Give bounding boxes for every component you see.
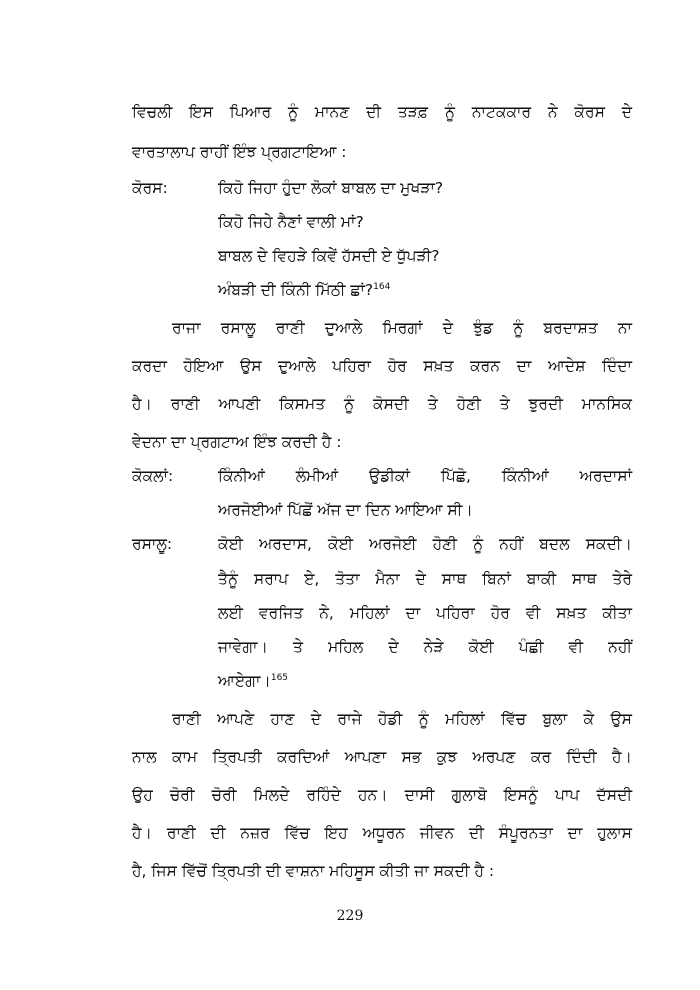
paragraph-line: ਹੈ। ਰਾਣੀ ਦੀ ਨਜ਼ਰ ਵਿੱਚ ਇਹ ਅਧੂਰਨ ਜੀਵਨ ਦੀ ਸੰਪੂਰਨਤਾ ਦਾ ਹੁਲਾਸ [132, 824, 632, 842]
dialogue-line: ਅਰਜੋਈਆਂ ਪਿੱਛੋਂ ਅੱਜ ਦਾ ਦਿਨ ਆਇਆ ਸੀ। [218, 501, 473, 519]
dialogue-line: ਕਿੰਨੀਆਂ ਲੰਮੀਆਂ ਉਡੀਕਾਂ ਪਿੱਛੋ, ਕਿੰਨੀਆਂ ਅਰਦਾਸਾਂ [218, 467, 632, 485]
paragraph-line: ਰਾਜਾ ਰਸਾਲੂ ਰਾਣੀ ਦੁਆਲੇ ਮਿਰਗਾਂ ਦੇ ਝੁੰਡ ਨੂੰ ਬਰਦਾਸ਼ਤ ਨਾ [172, 319, 632, 337]
verse-line: ਕਿਹੋ ਜਿਹਾ ਹੁੰਦਾ ਲੋਕਾਂ ਬਾਬਲ ਦਾ ਮੁਖੜਾ? [218, 179, 444, 197]
footnote-marker: 165 [270, 672, 289, 683]
verse-line: ਕਿਹੋ ਜਿਹੇ ਨੈਣਾਂ ਵਾਲੀ ਮਾਂ? [218, 213, 364, 231]
dialogue-line: ਜਾਵੇਗਾ। ਤੇ ਮਹਿਲ ਦੇ ਨੇੜੇ ਕੋਈ ਪੰਛੀ ਵੀ ਨਹੀਂ [218, 638, 632, 656]
dialogue-line [218, 671, 288, 691]
verse-text: ਅੰਬੜੀ ਦੀ ਕਿੰਨੀ ਮਿੱਠੀ ਛਾਂ? [218, 281, 374, 299]
paragraph-line: ਉਹ ਚੋਰੀ ਚੋਰੀ ਮਿਲਦੇ ਰਹਿੰਦੇ ਹਨ। ਦਾਸੀ ਗੁਲਾਬੋ ਇਸਨੂੰ ਪਾਪ ਦੱਸਦੀ [132, 786, 632, 804]
speaker-label-chorus: ਕੋਰਸ: [132, 179, 168, 197]
dialogue-text: ਆਏਗਾ। [218, 672, 271, 690]
speaker-label-rasalu: ਰਸਾਲੂ: [132, 535, 173, 553]
paragraph-line: ਨਾਲ ਕਾਮ ਤ੍ਰਿਪਤੀ ਕਰਦਿਆਂ ਆਪਣਾ ਸਭ ਕੁਝ ਅਰਪਣ ਕਰ ਦਿੰਦੀ ਹੈ। [132, 748, 632, 766]
verse-line: ਬਾਬਲ ਦੇ ਵਿਹੜੇ ਕਿਵੇਂ ਹੱਸਦੀ ਏ ਧੁੱਪੜੀ? [218, 247, 440, 265]
dialogue-line: ਕੋਈ ਅਰਦਾਸ, ਕੋਈ ਅਰਜੋਈ ਹੋਣੀ ਨੂੰ ਨਹੀਂ ਬਦਲ ਸਕਦੀ। [218, 535, 632, 553]
paragraph-line: ਹੈ, ਜਿਸ ਵਿੱਚੋਂ ਤ੍ਰਿਪਤੀ ਦੀ ਵਾਸ਼ਨਾ ਮਹਿਸੂਸ ਕੀਤੀ ਜਾ ਸਕਦੀ ਹੈ : [132, 862, 495, 880]
footnote-marker: 164 [373, 281, 391, 292]
speaker-label-kokla: ਕੋਕਲਾਂ: [132, 467, 174, 485]
paragraph-line: ਕਰਦਾ ਹੋਇਆ ਉਸ ਦੁਆਲੇ ਪਹਿਰਾ ਹੋਰ ਸਖ਼ਤ ਕਰਨ ਦਾ ਆਦੇਸ਼ ਦਿੰਦਾ [132, 357, 632, 375]
paragraph-line: ਰਾਣੀ ਆਪਣੇ ਹਾਣ ਦੇ ਰਾਜੇ ਹੋਡੀ ਨੂੰ ਮਹਿਲਾਂ ਵਿੱਚ ਬੁਲਾ ਕੇ ਉਸ [172, 710, 632, 728]
dialogue-line: ਲਈ ਵਰਜਿਤ ਨੇ, ਮਹਿਲਾਂ ਦਾ ਪਹਿਰਾ ਹੋਰ ਵੀ ਸਖ਼ਤ ਕੀਤਾ [218, 604, 632, 622]
page-number: 229 [336, 908, 364, 924]
verse-line [218, 280, 390, 300]
paragraph-line: ਵਿਚਲੀ ਇਸ ਪਿਆਰ ਨੂੰ ਮਾਨਣ ਦੀ ਤੜਫ਼ ਨੂੰ ਨਾਟਕਕਾਰ ਨੇ ਕੋਰਸ ਦੇ [132, 103, 632, 121]
dialogue-line: ਤੈਨੂੰ ਸਰਾਪ ਏ, ਤੋਤਾ ਮੈਨਾ ਦੇ ਸਾਥ ਬਿਨਾਂ ਬਾਕੀ ਸਾਥ ਤੇਰੇ [218, 570, 632, 588]
paragraph-line: ਹੈ। ਰਾਣੀ ਆਪਣੀ ਕਿਸਮਤ ਨੂੰ ਕੋਸਦੀ ਤੇ ਹੋਣੀ ਤੇ ਝੁਰਦੀ ਮਾਨਸਿਕ [132, 395, 632, 413]
paragraph-line: ਵੇਦਨਾ ਦਾ ਪ੍ਰਗਟਾਅ ਇੰਝ ਕਰਦੀ ਹੈ : [132, 433, 342, 451]
paragraph-line: ਵਾਰਤਾਲਾਪ ਰਾਹੀਂ ਇੰਝ ਪ੍ਰਗਟਾਇਆ : [132, 143, 347, 161]
